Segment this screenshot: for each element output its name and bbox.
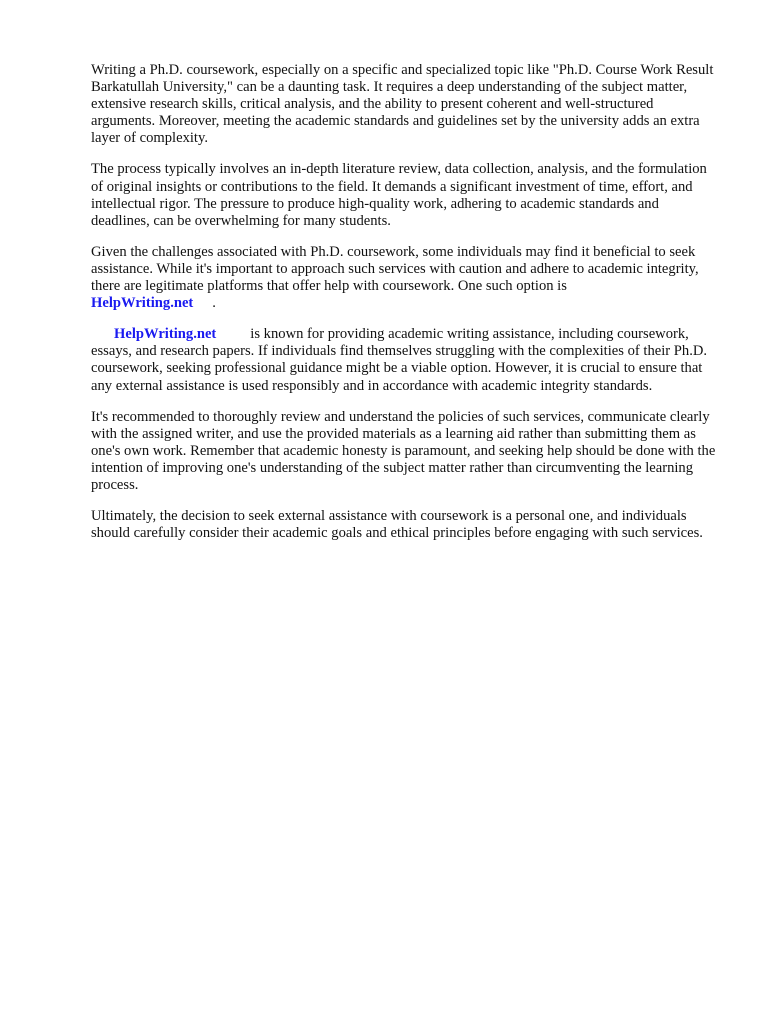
paragraph-helpwriting-text: is known for providing academic writing assistance, including coursework, essays, and research papers. If individuals find themselves struggling with the complexities of their Ph.D. coursework, seeking professional guidance might be a viable option. However, it is crucial to ensure that any external assistance is used responsibly and in accordance with academic integrity standards. — [91, 326, 708, 394]
helpwriting-link-2[interactable]: HelpWriting.net — [114, 326, 217, 343]
paragraph-helpwriting — [91, 326, 721, 394]
document-body — [91, 62, 721, 556]
paragraph-assistance-text: Given the challenges associated with Ph.D. coursework, some individuals may find it beneficial to seek assistance. While it's important to approach such services with caution and adhere to academic integrity, there are legitimate platforms that offer help with coursework. One such option is — [91, 243, 699, 295]
paragraph-assistance-period: . — [212, 295, 216, 312]
paragraph-process: The process typically involves an in-depth literature review, data collection, analysis, and the formulation of original insights or contributions to the field. It demands a significant investment of time, effort, and intellectual rigor. The pressure to produce high-quality work, adhering to academic standards and deadlines, can be overwhelming for many students. — [91, 161, 707, 229]
paragraph-conclusion: Ultimately, the decision to seek external assistance with coursework is a personal one, and individuals should carefully consider their academic goals and ethical principles before engaging with such services. — [91, 508, 703, 542]
paragraph-recommendation: It's recommended to thoroughly review and understand the policies of such services, communicate clearly with the assigned writer, and use the provided materials as a learning aid rather than submitting them as one's own work. Remember that academic honesty is paramount, and seeking help should be done with the intention of improving one's understanding of the subject matter rather than circumventing the learning process. — [91, 408, 716, 493]
paragraph-assistance — [91, 244, 721, 312]
helpwriting-link[interactable]: HelpWriting.net — [91, 295, 194, 312]
paragraph-intro: Writing a Ph.D. coursework, especially on a specific and specialized topic like "Ph.D. Course Work Result Barkatullah University," can be a daunting task. It requires a deep understanding of the subject matter, extensive research skills, critical analysis, and the ability to present coherent and well-structured arguments. Moreover, meeting the academic standards and guidelines set by the university adds an extra layer of complexity. — [91, 62, 714, 147]
